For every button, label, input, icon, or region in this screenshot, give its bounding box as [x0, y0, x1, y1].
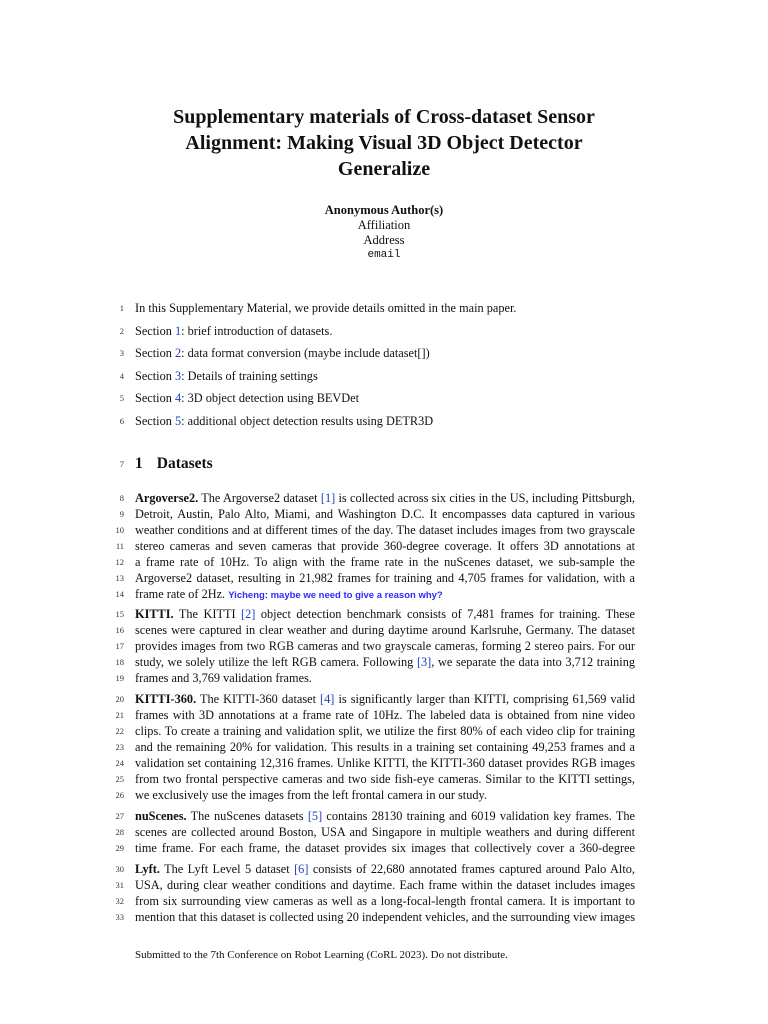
title-line-3: Generalize: [337, 158, 431, 180]
section-link[interactable]: 1: [174, 324, 182, 338]
paragraph-head: nuScenes.: [135, 809, 187, 823]
section-list-item: [135, 368, 635, 384]
line-number: 11: [115, 541, 124, 551]
line-number: 14: [115, 589, 124, 599]
paper-title: [130, 104, 638, 182]
author-affiliation: Affiliation: [357, 218, 411, 232]
paragraph-line: a frame rate of 10Hz. To align with the frame rate in the nuScenes dataset, we sub-sample the: [135, 555, 635, 569]
line-number: 25: [115, 774, 124, 784]
citation-link[interactable]: [3]: [416, 655, 432, 669]
section-list-item: [135, 323, 635, 339]
author-address: Address: [363, 233, 405, 247]
text: Section: [135, 324, 175, 338]
paragraph-line: Argoverse2 dataset, resulting in 21,982 frames for training and 4,705 frames for validation, with a: [135, 571, 635, 585]
text: : additional object detection results using DETR3D: [181, 414, 434, 428]
section-link[interactable]: 5: [174, 414, 182, 428]
text: consists of 22,680 annotated frames captured around Palo Alto,: [308, 862, 635, 876]
paragraph-line: stereo cameras and seven cameras that provide 360-degree coverage. It offers 3D annotations at: [135, 539, 635, 553]
line-number: 18: [115, 657, 124, 667]
text: : data format conversion (maybe include dataset[]): [181, 346, 430, 360]
line-number: 3: [119, 348, 124, 358]
line-number: 27: [115, 811, 124, 821]
author-block: [234, 203, 534, 263]
line-number: 32: [115, 896, 124, 906]
line-number: 12: [115, 557, 124, 567]
line-number: 22: [115, 726, 124, 736]
citation-link[interactable]: [2]: [241, 607, 256, 621]
section-heading: [135, 454, 213, 474]
paragraph-head: Lyft.: [135, 862, 160, 876]
text: The nuScenes datasets: [186, 809, 308, 823]
text: Section: [135, 414, 175, 428]
paragraph-line: mention that this dataset is collected using 20 independent vehicles, and the surrounding view images: [135, 910, 635, 924]
line-number: 31: [115, 880, 124, 890]
paragraph-line: scenes were captured in clear weather and during daytime around Karlsruhe, Germany. The dataset: [135, 623, 635, 637]
text: Section: [135, 369, 175, 383]
paragraph-line: time frame. For each frame, the dataset provides six images that collectively cover a 360-degree: [135, 841, 635, 855]
line-number: 8: [119, 493, 124, 503]
line-number: 1: [119, 303, 124, 313]
line-number: 19: [115, 673, 124, 683]
paragraph-line: [135, 654, 635, 670]
text: contains 28130 training and 6019 validation key frames. The: [322, 809, 635, 823]
text: The Argoverse2 dataset: [198, 491, 321, 505]
line-number: 23: [115, 742, 124, 752]
paragraph-line: clips. To create a training and validation split, we utilize the first 80% of each video clip for training: [135, 724, 635, 738]
line-number: 10: [115, 525, 124, 535]
author-comment: Yicheng: maybe we need to give a reason why?: [228, 590, 443, 601]
citation-link[interactable]: [4]: [320, 692, 335, 706]
line-number: 21: [115, 710, 124, 720]
text: frame rate of 2Hz.: [135, 587, 229, 601]
text: is collected across six cities in the US, including Pittsburgh,: [335, 491, 635, 505]
title-line-1: Supplementary materials of Cross-dataset Sensor: [173, 106, 595, 128]
line-number: 24: [115, 758, 124, 768]
line-number: 5: [119, 393, 124, 403]
citation-link[interactable]: [1]: [320, 491, 336, 505]
author-name: Anonymous Author(s): [324, 203, 444, 217]
line-number: 6: [119, 416, 124, 426]
paragraph-line: [135, 861, 635, 877]
line-number: 16: [115, 625, 124, 635]
line-number: 33: [115, 912, 124, 922]
title-line-2: Alignment: Making Visual 3D Object Detector: [185, 132, 583, 154]
paragraph-line: and the remaining 20% for validation. This results in a training set containing 49,253 frames and a: [135, 740, 635, 754]
paragraph-line: USA, during clear weather conditions and daytime. Each frame within the dataset includes images: [135, 878, 635, 892]
paragraph-line: [135, 490, 635, 506]
text: Section: [135, 391, 175, 405]
author-email: email: [367, 249, 401, 261]
paragraph-head: KITTI.: [135, 607, 174, 621]
section-list-item: [135, 413, 635, 429]
citation-link[interactable]: [5]: [307, 809, 323, 823]
paragraph-line: [135, 691, 635, 707]
page-footer: Submitted to the 7th Conference on Robot Learning (CoRL 2023). Do not distribute.: [135, 949, 508, 961]
text: The Lyft Level 5 dataset: [159, 862, 295, 876]
line-number: 4: [119, 371, 124, 381]
paragraph-line: scenes are collected around Boston, USA and Singapore in multiple weathers and during different: [135, 825, 635, 839]
section-list-item: [135, 390, 635, 406]
text: object detection benchmark consists of 7,481 frames for training. These: [255, 607, 635, 621]
text: The KITTI: [173, 607, 242, 621]
paragraph-line: [135, 586, 635, 604]
paragraph-line: frames and 3,769 validation frames.: [135, 671, 312, 685]
line-number: 17: [115, 641, 124, 651]
line-number: 28: [115, 827, 124, 837]
paragraph-line: validation set containing 12,316 frames. Unlike KITTI, the KITTI-360 dataset provides RGB images: [135, 756, 635, 770]
section-list-item: [135, 345, 635, 361]
line-number: 7: [119, 459, 124, 469]
paragraph-line: from six surrounding view cameras as well as a long-focal-length frontal camera. It is important to: [135, 894, 635, 908]
text: Section: [135, 346, 175, 360]
section-title: Datasets: [156, 455, 213, 472]
text: : Details of training settings: [181, 369, 318, 383]
paragraph-head: Argoverse2.: [135, 491, 199, 505]
intro-line: In this Supplementary Material, we provide details omitted in the main paper.: [135, 301, 517, 315]
section-link[interactable]: 3: [174, 369, 182, 383]
paragraph-head: KITTI-360.: [135, 692, 197, 706]
line-number: 9: [119, 509, 124, 519]
paragraph-line: [135, 808, 635, 824]
line-number: 13: [115, 573, 124, 583]
paragraph-line: from two frontal perspective cameras and two side fish-eye cameras. Similar to the KITTI settings,: [135, 772, 635, 786]
paragraph-line: we exclusively use the images from the left frontal camera in our study.: [135, 788, 487, 802]
section-link[interactable]: 2: [174, 346, 182, 360]
section-link[interactable]: 4: [174, 391, 182, 405]
text: is significantly larger than KITTI, comprising 61,569 valid: [334, 692, 635, 706]
line-number: 15: [115, 609, 124, 619]
text: : 3D object detection using BEVDet: [181, 391, 360, 405]
line-number: 26: [115, 790, 124, 800]
line-number: 30: [115, 864, 124, 874]
text: : brief introduction of datasets.: [181, 324, 333, 338]
text: The KITTI-360 dataset: [196, 692, 321, 706]
text: study, we solely utilize the left RGB camera. Following: [135, 655, 417, 669]
section-number: 1: [135, 455, 143, 472]
paragraph-line: provides images from two RGB cameras and two grayscale cameras, forming 2 stereo pairs. For our: [135, 639, 635, 653]
paragraph-line: [135, 606, 635, 622]
line-number: 2: [119, 326, 124, 336]
paragraph-line: frames with 3D annotations at a frame rate of 10Hz. The labeled data is obtained from nine video: [135, 708, 635, 722]
line-number: 20: [115, 694, 124, 704]
paragraph-line: weather conditions and at different times of the day. The dataset includes images from two grayscale: [135, 523, 635, 537]
paragraph-line: Detroit, Austin, Palo Alto, Miami, and Washington D.C. It encompasses data captured in various: [135, 507, 635, 521]
line-number: 29: [115, 843, 124, 853]
text: , we separate the data into 3,712 training: [431, 655, 635, 669]
citation-link[interactable]: [6]: [294, 862, 309, 876]
